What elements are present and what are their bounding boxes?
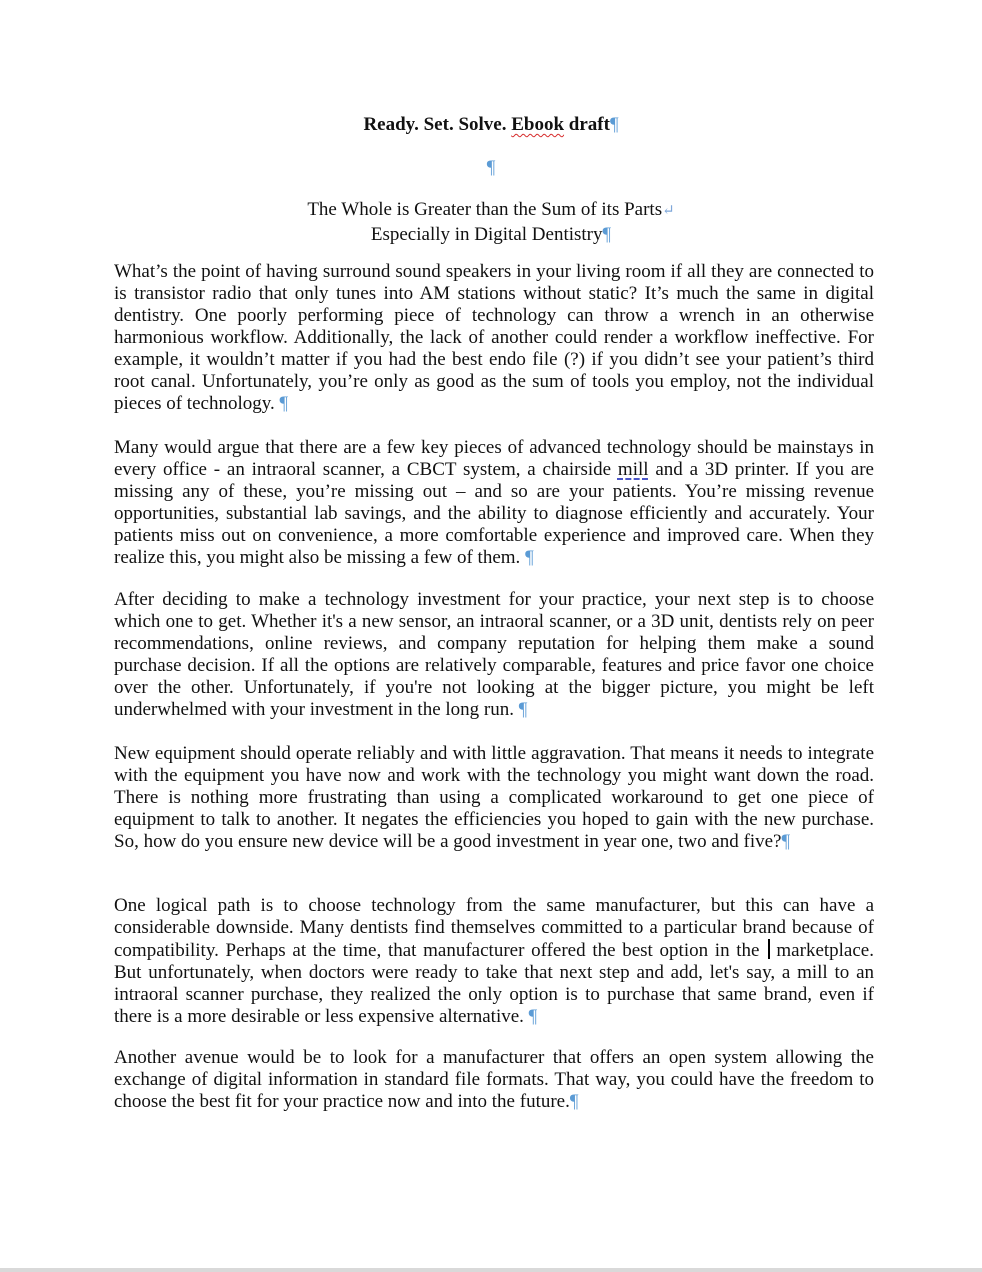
paragraph-mark: ¶ — [525, 547, 534, 568]
subtitle-line-2: Especially in Digital Dentistry — [370, 224, 603, 245]
body-paragraph-5 — [114, 895, 874, 1028]
title-text-end: draft — [564, 114, 610, 135]
document-title — [0, 113, 982, 137]
title-text: Ready. Set. Solve. — [363, 114, 512, 135]
grammar-flag-mill[interactable]: mill — [617, 459, 649, 480]
paragraph-text: One logical path is to choose technology from the same manufacturer, but this can have a considerable downside. Many dentists find themselves committed to a particular brand because of compatibility. Perhaps at the time, that manufacturer offered the best option in the — [114, 895, 874, 961]
body-paragraph-6 — [114, 1047, 874, 1113]
body-paragraph-3 — [114, 589, 874, 721]
spelling-flag-ebook[interactable]: Ebook — [511, 114, 565, 135]
paragraph-text: New equipment should operate reliably and with little aggravation. That means it needs to integrate with the equipment you have now and work with the technology you might want down the road. There is nothing more frustrating than using a complicated workaround to get one piece of equipment to talk to another. It negates the efficiencies you hoped to gain with the new purchase. So, how do you ensure new device will be a good investment in year one, two and five? — [114, 743, 874, 852]
body-paragraph-1 — [114, 261, 874, 415]
paragraph-mark: ¶ — [279, 393, 289, 414]
body-paragraph-4 — [114, 743, 874, 853]
paragraph-mark: ¶ — [528, 1006, 538, 1027]
paragraph-text: Another avenue would be to look for a manufacturer that offers an open system allowing the exchange of digital information in standard file formats. That way, you could have the freedom to choose the best fit for your practice now and into the future. — [114, 1047, 874, 1112]
text-cursor — [768, 939, 770, 959]
paragraph-text: Many would argue that there are a few key pieces of advanced technology should be mainstays in every office - an intraoral scanner, a CBCT system, a chairside — [114, 437, 874, 480]
paragraph-mark: ¶ — [569, 1091, 579, 1112]
subtitle-line-1: The Whole is Greater than the Sum of its Parts — [307, 199, 663, 220]
paragraph-text: After deciding to make a technology investment for your practice, your next step is to choose which one to get. Whether it's a new sensor, an intraoral scanner, or a 3D unit, dentists rely on peer recommendations, online reviews, and company reputation for helping them make a sound purchase decision. If all the options are relatively comparable, features and price favor one choice over the other. Unfortunately, if you're not looking at the bigger picture, you might be left underwhelmed with your investment in the long run. — [114, 589, 874, 720]
paragraph-mark: ¶ — [486, 157, 496, 178]
paragraph-mark: ¶ — [781, 831, 791, 852]
paragraph-text: What’s the point of having surround sound speakers in your living room if all they are connected to is transistor radio that only tunes into AM stations without static? It’s much the same in digital dentistry. One poorly performing piece of technology can throw a wrench in an otherwise harmonious workflow. Additionally, the lack of another could render a workflow ineffective. For example, it wouldn’t matter if you had the best endo file (?) if you didn’t see your patient’s third root canal. Unfortunately, you’re only as good as the sum of tools you employ, not the individual pieces of technology. — [114, 261, 874, 414]
paragraph-text-cont: and a 3D printer. If you are missing any of these, you’re missing out – and so are your patients. You’re missing revenue opportunities, substantial lab savings, and the ability to diagnose efficiently and accurately. Your patients miss out on convenience, a more comfortable experience and improved care. When they realize this, you might also be missing a few of them. — [114, 459, 874, 568]
page-bottom-edge — [0, 1268, 982, 1272]
empty-paragraph — [0, 157, 982, 179]
paragraph-mark: ¶ — [609, 114, 619, 135]
paragraph-text-cont: marketplace. But unfortunately, when doctors were ready to take that next step and add, let's say, a mill to an intraoral scanner purchase, they realized the only option is to purchase that same brand, even if there is a more desirable or less expensive alternative. — [114, 940, 874, 1027]
document-subtitle — [0, 198, 982, 246]
line-break-mark: ↵ — [662, 203, 675, 219]
paragraph-mark: ¶ — [602, 224, 612, 245]
body-paragraph-2 — [114, 437, 874, 569]
paragraph-mark: ¶ — [518, 699, 528, 720]
